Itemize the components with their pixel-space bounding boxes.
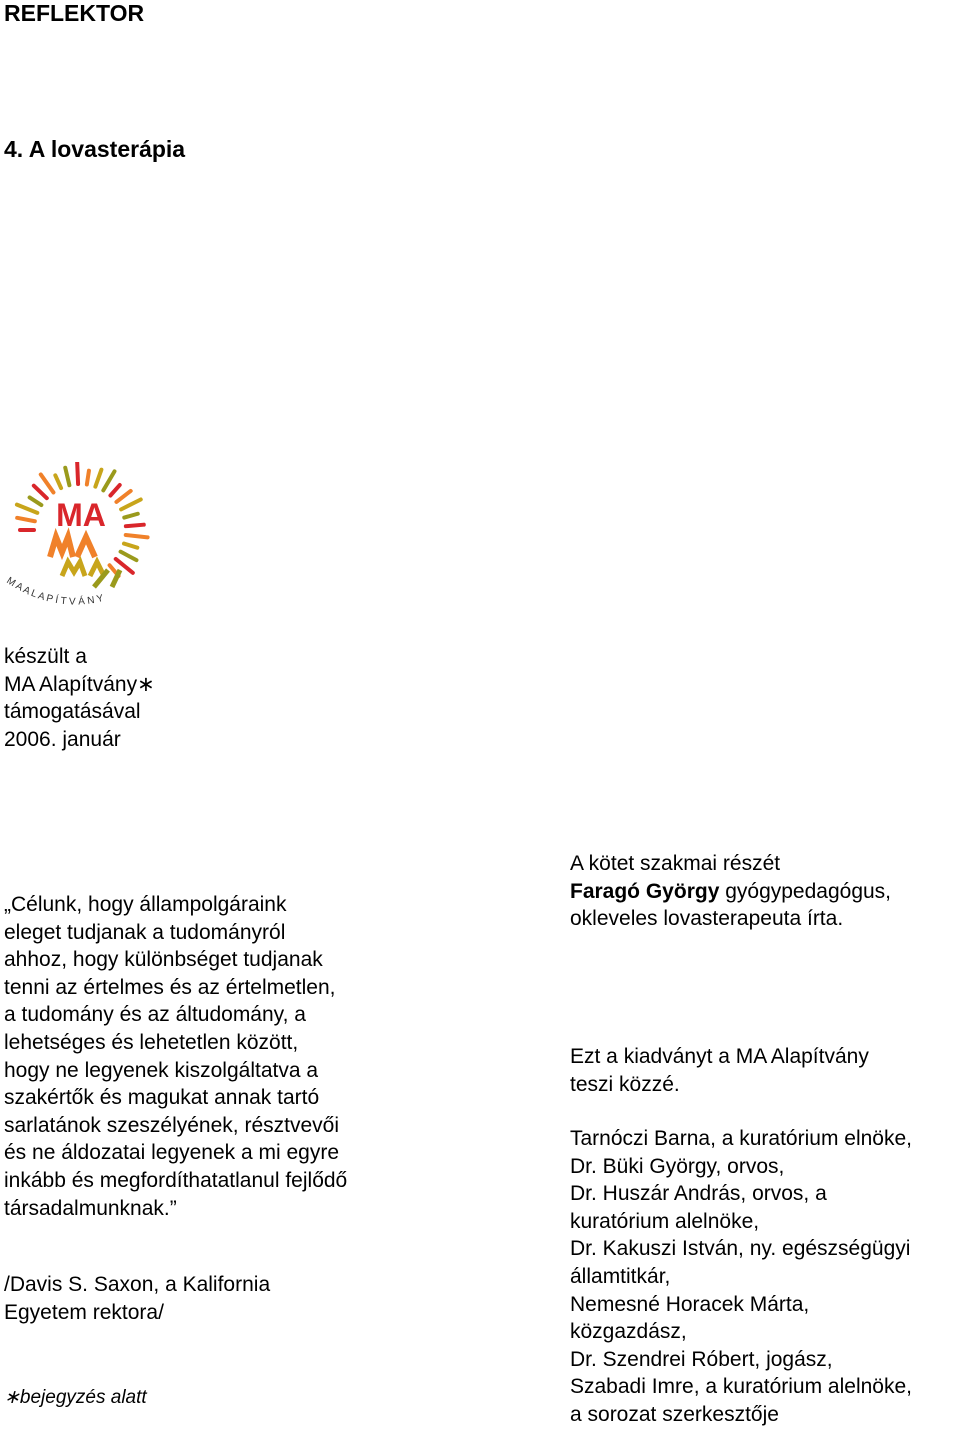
logo-ray (17, 505, 37, 513)
quote-line: a tudomány és az áltudomány, a (4, 1003, 306, 1027)
quote-author (4, 1271, 424, 1326)
logo-ray (121, 552, 137, 560)
logo-ray (41, 474, 54, 492)
quote-line: hogy ne legyenek kiszolgáltatva a (4, 1058, 319, 1082)
document-header: REFLEKTOR (4, 0, 145, 26)
board-line: kuratórium alelnöke, (570, 1209, 760, 1233)
board-block (570, 1125, 960, 1429)
logo-ray (30, 497, 42, 505)
quote-line: inkább és megfordíthatatlanul fejlődő (4, 1168, 348, 1192)
made-line: 2006. január (4, 727, 121, 751)
logo-ray (124, 544, 137, 548)
author-line: Egyetem rektora/ (4, 1300, 164, 1324)
board-line: Szabadi Imre, a kuratórium alelnöke, (570, 1375, 912, 1399)
quote-line: eleget tudjanak a tudományról (4, 920, 286, 944)
logo-ray (126, 525, 144, 526)
board-line: Tarnóczi Barna, a kuratórium elnöke, (570, 1127, 912, 1150)
board-line: a sorozat szerkesztője (570, 1402, 779, 1426)
quote-line: és ne áldozatai legyenek a mi egyre (4, 1141, 340, 1165)
board-line: Dr. Kakuszi István, ny. egészségügyi (570, 1237, 911, 1261)
logo-ray (103, 471, 114, 490)
board-line: államtitkár, (570, 1264, 671, 1288)
credits-block (570, 850, 960, 933)
publisher-line: Ezt a kiadványt a MA Alapítvány (570, 1045, 869, 1068)
quote-block (4, 891, 424, 1222)
made-line: MA Alapítvány∗ (4, 672, 155, 696)
credits-line (570, 878, 960, 906)
made-by-block (4, 643, 155, 753)
publisher-line: teszi közzé. (570, 1072, 680, 1096)
quote-line: társadalmunknak.” (4, 1196, 177, 1220)
board-line: Dr. Büki György, orvos, (570, 1154, 785, 1178)
logo-ray (17, 518, 35, 521)
board-line: Dr. Huszár András, orvos, a (570, 1182, 827, 1206)
ma-alapitvany-logo-icon (2, 462, 152, 614)
logo-ray (110, 485, 119, 495)
logo-ray (55, 475, 61, 488)
board-line: közgazdász, (570, 1320, 687, 1344)
logo-ray (126, 535, 148, 537)
logo-ring-text: M A A L A P Í T V Á N Y (4, 575, 105, 608)
credits-line: A kötet szakmai részét (570, 852, 781, 875)
author-name: Faragó György (570, 879, 720, 903)
board-line: Dr. Szendrei Róbert, jogász, (570, 1347, 833, 1371)
quote-line: lehetséges és lehetetlen között, (4, 1030, 299, 1054)
logo-ray (121, 499, 141, 509)
quote-line: sarlatánok szeszélyének, résztvevői (4, 1113, 339, 1137)
credits-line: okleveles lovasterapeuta írta. (570, 907, 844, 931)
quote-line: „Célunk, hogy állampolgáraink (4, 893, 287, 916)
logo-ray (116, 491, 130, 502)
logo-ray (87, 471, 89, 485)
footnote: ∗bejegyzés alatt (4, 1387, 147, 1408)
logo-ray (95, 470, 101, 487)
quote-line: szakértők és magukat annak tartó (4, 1086, 320, 1110)
logo-ray (34, 486, 47, 498)
author-role: gyógypedagógus, (719, 879, 892, 903)
logo-ray (124, 514, 137, 518)
chapter-title: 4. A lovasterápia (4, 136, 186, 162)
logo-middle-ma (50, 537, 120, 587)
quote-line: ahhoz, hogy különbséget tudjanak (4, 948, 323, 972)
author-line: /Davis S. Saxon, a Kalifornia (4, 1273, 271, 1296)
made-line: támogatásával (4, 700, 141, 724)
quote-line: tenni az értelmes és az értelmetlen, (4, 975, 336, 999)
logo-ray (77, 462, 78, 484)
made-line: készült a (4, 645, 87, 668)
logo-big-text: MA (56, 497, 106, 533)
publisher-block (570, 1043, 960, 1098)
board-line: Nemesné Horacek Márta, (570, 1292, 810, 1316)
logo-ray (65, 468, 69, 486)
